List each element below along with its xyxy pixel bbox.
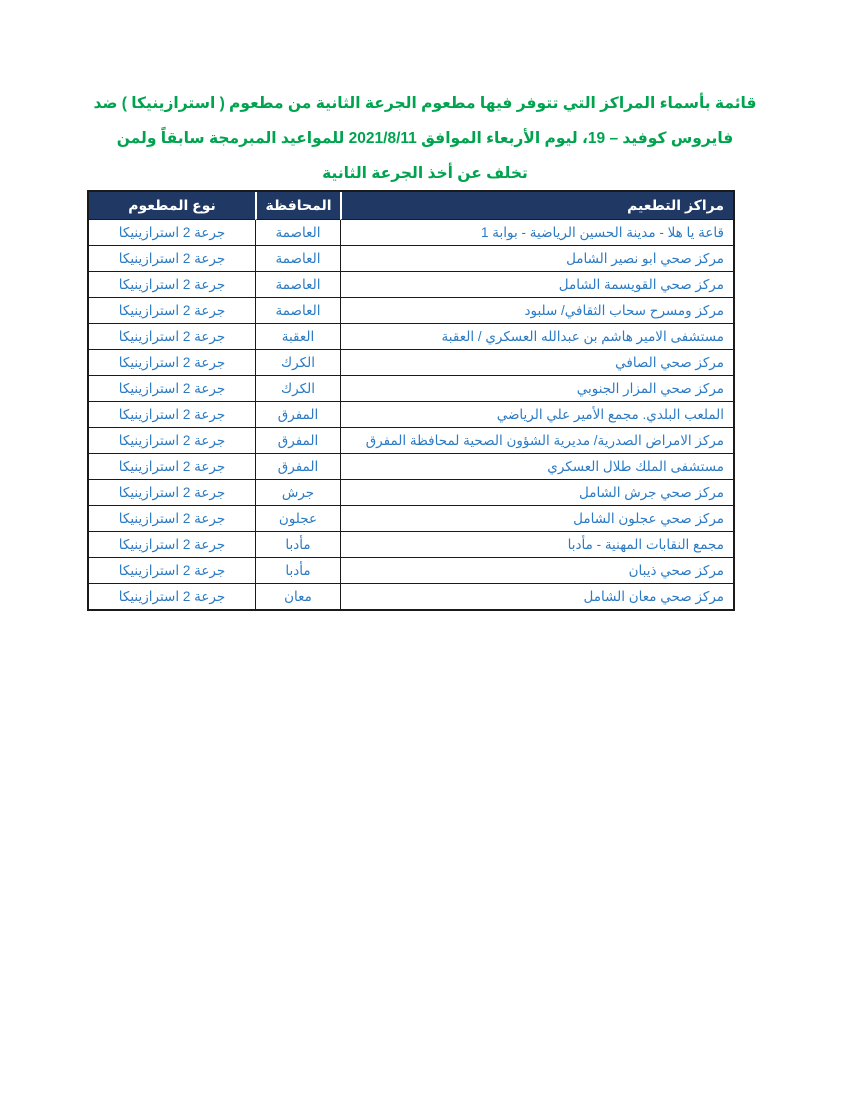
title-line-3: تخلف عن أخذ الجرعة الثانية: [322, 165, 528, 182]
vaccine-type-cell: جرعة 2 استرازينيكا: [89, 454, 255, 480]
vaccine-type-cell: جرعة 2 استرازينيكا: [89, 506, 255, 532]
table-row: [89, 324, 733, 350]
table-row: [89, 246, 733, 272]
governorate-cell: معان: [255, 584, 340, 609]
title-line-1: قائمة بأسماء المراكز التي تتوفر فيها مطعوم الجرعة الثانية من مطعوم ( استرازينيكا ) ضد: [93, 95, 757, 112]
table-row: [89, 532, 733, 558]
center-name-cell: قاعة يا هلا - مدينة الحسين الرياضية - بوابة 1: [340, 220, 733, 246]
center-name-cell: مركز صحي الصافي: [340, 350, 733, 376]
center-name-cell: مركز الامراض الصدرية/ مديرية الشؤون الصحية لمحافظة المفرق: [340, 428, 733, 454]
governorate-cell: جرش: [255, 480, 340, 506]
table-row: [89, 584, 733, 609]
center-name-cell: مركز صحي جرش الشامل: [340, 480, 733, 506]
center-name-cell: مركز صحي ابو نصير الشامل: [340, 246, 733, 272]
governorate-cell: العقبة: [255, 324, 340, 350]
vaccine-type-cell: جرعة 2 استرازينيكا: [118, 589, 226, 604]
table-body: [89, 220, 733, 609]
vaccination-centers-table: [87, 190, 735, 611]
center-name-cell: مركز صحي معان الشامل: [340, 584, 733, 609]
table-row: [89, 506, 733, 532]
vaccine-type-cell: جرعة 2 استرازينيكا: [89, 298, 255, 324]
table-row: [89, 298, 733, 324]
center-name-cell: مركز ومسرح سحاب الثقافي/ سلبود: [340, 298, 733, 324]
center-name-cell: الملعب البلدي. مجمع الأمير علي الرياضي: [340, 402, 733, 428]
center-name-cell: مجمع النقابات المهنية - مأدبا: [340, 532, 733, 558]
governorate-cell: العاصمة: [255, 246, 340, 272]
table-row: [89, 272, 733, 298]
center-name-cell: مركز صحي المزار الجنوبي: [340, 376, 733, 402]
governorate-cell: الكرك: [255, 376, 340, 402]
column-header-governorate: المحافظة: [255, 192, 340, 220]
governorate-cell: عجلون: [255, 506, 340, 532]
page-title: [75, 86, 775, 191]
governorate-cell: العاصمة: [255, 220, 340, 246]
governorate-cell: العاصمة: [255, 272, 340, 298]
center-name-cell: مستشفى الامير هاشم بن عبدالله العسكري / العقبة: [340, 324, 733, 350]
center-name-cell: مستشفى الملك طلال العسكري: [340, 454, 733, 480]
vaccine-type-cell: جرعة 2 استرازينيكا: [89, 272, 255, 298]
table-row: [89, 454, 733, 480]
vaccine-type-cell: جرعة 2 استرازينيكا: [89, 480, 255, 506]
center-name-cell: مركز صحي عجلون الشامل: [340, 506, 733, 532]
table-row: [89, 350, 733, 376]
vaccine-type-cell: جرعة 2 استرازينيكا: [89, 220, 255, 246]
table-row: [89, 428, 733, 454]
vaccine-type-cell: جرعة 2 استرازينيكا: [89, 428, 255, 454]
title-line-2: فايروس كوفيد – 19، ليوم الأربعاء الموافق 2021/8/11 للمواعيد المبرمجة سابقاً ولمن: [116, 130, 734, 147]
table-row: [89, 402, 733, 428]
center-name-cell: مركز صحي ذيبان: [340, 558, 733, 584]
governorate-cell: الكرك: [255, 350, 340, 376]
table-header-row: [89, 192, 733, 220]
vaccine-type-cell: جرعة 2 استرازينيكا: [89, 402, 255, 428]
vaccine-type-cell: جرعة 2 استرازينيكا: [89, 532, 255, 558]
vaccine-type-cell: جرعة 2 استرازينيكا: [89, 558, 255, 584]
table-row: [89, 558, 733, 584]
vaccine-type-cell: جرعة 2 استرازينيكا: [89, 246, 255, 272]
center-name-cell: مركز صحي القويسمة الشامل: [340, 272, 733, 298]
governorate-cell: المفرق: [255, 402, 340, 428]
table-row: [89, 220, 733, 246]
column-header-centers: مراكز التطعيم: [340, 192, 733, 220]
vaccine-type-cell: جرعة 2 استرازينيكا: [89, 376, 255, 402]
governorate-cell: مأدبا: [255, 558, 340, 584]
governorate-cell: مأدبا: [255, 532, 340, 558]
vaccine-type-cell: جرعة 2 استرازينيكا: [89, 324, 255, 350]
table-row: [89, 480, 733, 506]
column-header-vaccine-type: نوع المطعوم: [89, 192, 255, 220]
governorate-cell: المفرق: [255, 428, 340, 454]
governorate-cell: العاصمة: [255, 298, 340, 324]
vaccine-type-cell: جرعة 2 استرازينيكا: [89, 350, 255, 376]
table-row: [89, 376, 733, 402]
governorate-cell: المفرق: [255, 454, 340, 480]
